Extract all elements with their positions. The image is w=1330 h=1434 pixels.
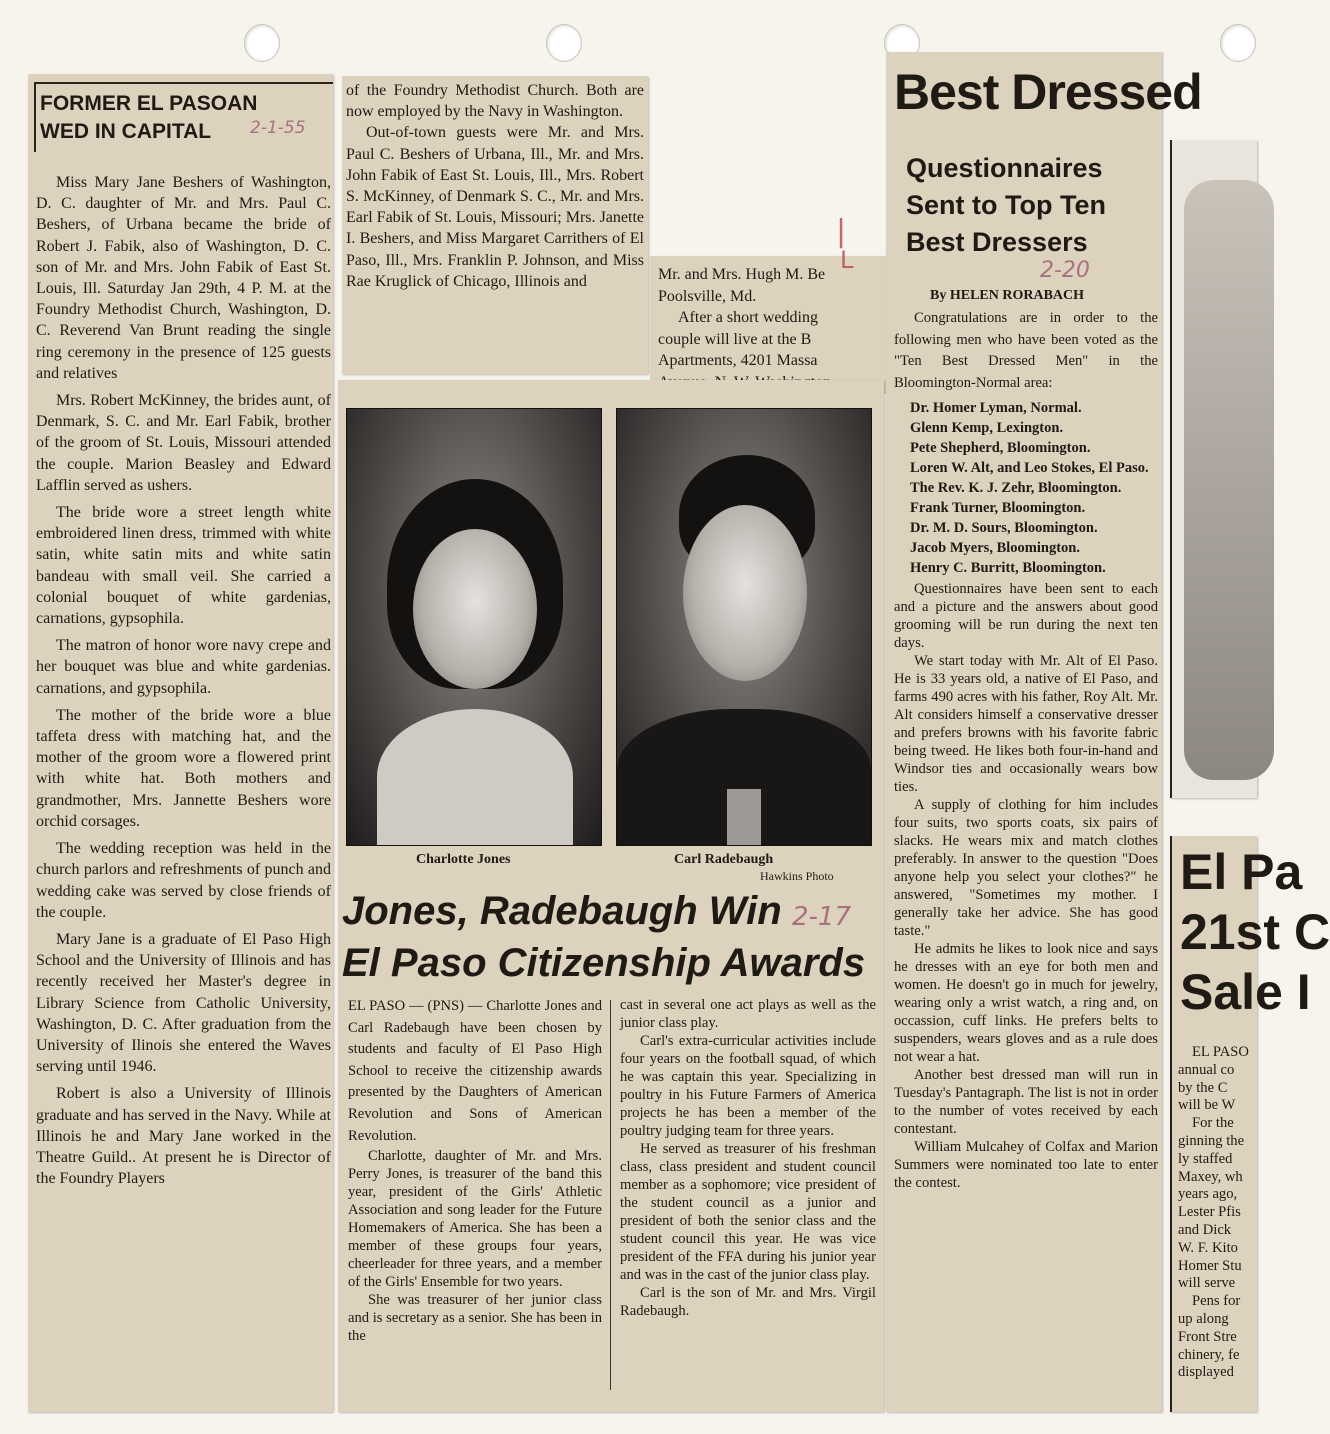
text-line: will be W: [1178, 1097, 1236, 1114]
text-line: years ago,: [1178, 1186, 1238, 1203]
paragraph: Out-of-town guests were Mr. and Mrs. Paul C. Beshers of Urbana, Ill., Mr. and Mrs. John Fabik of East St. Louis, Ill., Mrs. Robert S. McKinney, of Denmark S. C., Mr. and Mrs. Earl Fabik of St. Louis, Missouri; Mrs. Janette I. Beshers, and Miss Margaret Carrithers of El Paso, Ill., Mrs. Franklin P. Johnson, and Miss Rae Kruglick of Chicago, Illinois and: [346, 124, 644, 290]
best-dressed-subhead-3: Best Dressers: [906, 227, 1088, 257]
text-line: Poolsville, Md.: [658, 287, 757, 305]
right-edge-photo: [1170, 140, 1257, 798]
edge-headline: Sale I: [1180, 964, 1311, 1020]
paragraph: William Mulcahey of Colfax and Marion Summers were nominated too late to enter the contest.: [894, 1139, 1158, 1192]
paragraph: Charlotte, daughter of Mr. and Mrs. Perry Jones, is treasurer of the band this year, president of the Girls' Athletic Association and song leader for the Future Homemakers of America. She has been a member of these groups four years, cheerleader for three years, and a member of the Girls' Ensemble for two years.: [348, 1148, 602, 1291]
paragraph: cast in several one act plays as well as the junior class play.: [620, 997, 876, 1031]
edge-fragments: [1178, 1044, 1249, 1382]
handwritten-date-awards: 2-17: [792, 902, 852, 932]
awards-clipping: [338, 380, 884, 1412]
text-line: chinery, fe: [1178, 1346, 1240, 1363]
caption-charlotte: Charlotte Jones: [416, 852, 511, 867]
right-edge-article: [1170, 836, 1330, 1412]
paragraph: She was treasurer of her junior class and is secretary as a senior. She has been in the: [348, 1292, 602, 1345]
list-item: Henry C. Burritt, Bloomington.: [910, 560, 1106, 577]
list-item: Frank Turner, Bloomington.: [910, 500, 1086, 517]
text-line: Maxey, wh: [1178, 1168, 1243, 1185]
caption-carl: Carl Radebaugh: [674, 852, 774, 867]
paragraph: Mary Jane is a graduate of El Paso High School and the University of Illinois and has recently received her Master's degree in Library Science from Catholic University, Washington, D. C. After graduation from the University of Ilinois she entered the Waves serving until 1946.: [36, 930, 331, 1076]
text-line: annual co: [1178, 1061, 1235, 1078]
text-line: by the C: [1178, 1079, 1228, 1096]
text-line: displayed: [1178, 1364, 1234, 1381]
list-item: The Rev. K. J. Zehr, Bloomington.: [910, 480, 1122, 497]
handwritten-date-best-dressed: 2-20: [1040, 258, 1090, 283]
list-item: Glenn Kemp, Lexington.: [910, 420, 1064, 437]
paragraph: The mother of the bride wore a blue taffeta dress with matching hat, and the mother of the groom wore a flowered print with white hat. Both mothers and grandmother, Mrs. Jannette Beshers wore orchid corsages.: [36, 706, 331, 830]
text-line: Front Stre: [1178, 1328, 1237, 1345]
paragraph: He served as treasurer of his freshman class, class president and student council member as a sophomore; vice president of the student council as a junior and president of both the senior class and the student council this year. He was vice president of the FFA during his junior year and was in the cast of the junior class play.: [620, 1141, 876, 1283]
text-line: Homer Stu: [1178, 1257, 1242, 1274]
edge-headline: El Pa: [1180, 844, 1303, 900]
text-line: and Dick: [1178, 1221, 1232, 1238]
list-item: Jacob Myers, Bloomington.: [910, 540, 1080, 557]
red-pencil-mark: |: [836, 214, 847, 249]
paragraph: of the Foundry Methodist Church. Both are now employed by the Navy in Washington.: [346, 82, 644, 121]
paragraph: The matron of honor wore navy crepe and her bouquet was blue and white gardenias. carnations, and gypsophila.: [36, 637, 331, 697]
paragraph: He admits he likes to look nice and says he dresses with an eye for both men and women. He doesn't go in much for jewelry, wearing only a wrist watch, a ring and, on occassion, cuff links. He prefers belts to suspenders, wears gloves and as a rule does not wear a hat.: [894, 941, 1158, 1066]
photo-carl-radebaugh: [616, 408, 872, 846]
binder-hole-1: [244, 24, 280, 62]
list-item: Loren W. Alt, and Leo Stokes, El Paso.: [910, 460, 1149, 477]
paragraph: Robert is also a University of Illinois graduate and has served in the Navy. While at Illinois he and Mary Jane worked in the Theatre Guild.. At present he is Director of the Foundry Players: [36, 1085, 331, 1188]
wedding-body: [28, 162, 333, 1189]
wedding-headline-1: FORMER EL PASOAN: [40, 92, 258, 115]
wedding-clipping: [28, 74, 333, 1412]
text-line: EL PASO: [1192, 1044, 1249, 1060]
binder-hole-2: [546, 24, 582, 62]
text-line: couple will live at the B: [658, 330, 812, 348]
byline: By HELEN RORABACH: [930, 288, 1085, 303]
paragraph: Miss Mary Jane Beshers of Washington, D. C. daughter of Mr. and Mrs. Paul C. Beshers, of Urbana became the bride of Robert J. Fabik, also of Washington, D. C. son of Mr. and Mrs. John Fabik of East St. Louis, Ill. Saturday Jan 29th, 4 P. M. at the Foundry Methodist Church, Washington, D. C. Reverend Van Brunt reading the single ring ceremony in the presence of 125 guests and relatives: [36, 174, 331, 382]
list-item: Pete Shepherd, Bloomington.: [910, 440, 1091, 457]
awards-col-2: [620, 996, 876, 1320]
awards-col-1: [348, 996, 602, 1345]
handwritten-date-wedding: 2-1-55: [250, 118, 306, 138]
text-line: up along: [1178, 1310, 1229, 1327]
best-dressed-subhead-2: Sent to Top Ten: [906, 190, 1106, 220]
photo-credit: Hawkins Photo: [760, 869, 834, 883]
text-line: Pens for: [1192, 1293, 1241, 1310]
paragraph: Carl's extra-curricular activities include four years on the football squad, of which he was captain this year. Specializing in poultry in his Future Farmers of America projects he has been a member of the poultry judging team for three years.: [620, 1033, 876, 1139]
edge-headline: 21st C: [1180, 904, 1330, 960]
paragraph: Mrs. Robert McKinney, the brides aunt, of Denmark, S. C. and Mr. Earl Fabik, brother of the groom of St. Louis, Missouri attended the couple. Marion Beasley and Edward Lafflin served as ushers.: [36, 392, 331, 494]
paragraph: Congratulations are in order to the following men who have been voted as the "Ten Best Dressed Men" in the Bloomington-Normal area:: [894, 310, 1158, 391]
paragraph: A supply of clothing for him includes four suits, two sports coats, six pairs of slacks. He wears mix and match clothes preferably. In answer to the question "Does anyone help you select your clothes?" he answered, "Sometimes my mother. I generally take her advice. She has good taste.": [894, 797, 1158, 940]
text-line: W. F. Kito: [1178, 1239, 1238, 1256]
paragraph: The bride wore a street length white embroidered linen dress, trimmed with white satin, white satin mits and white satin bandeau with small veil. She carried a colonial bouquet of white gardenias, carnations, gypsophila.: [36, 504, 331, 628]
text-line: will serve: [1178, 1275, 1236, 1292]
text-line: Mr. and Mrs. Hugh M. Be: [658, 266, 826, 283]
text-line: Apartments, 4201 Massa: [658, 352, 818, 369]
binder-hole-4: [1220, 24, 1256, 62]
photo-charlotte-jones: [346, 408, 602, 846]
awards-headline-1: Jones, Radebaugh Win: [342, 889, 782, 933]
best-dressed-clipping: [886, 52, 1202, 1412]
text-line: For the: [1192, 1115, 1234, 1132]
red-pencil-mark-2: L: [840, 246, 854, 274]
paragraph: We start today with Mr. Alt of El Paso. He is 33 years old, a native of El Paso, and farms 490 acres with his father, Roy Alt. Mr. Alt considers himself a conservative dresser and prefers browns with his favorite fabric being tweed. He likes both four-in-hand and Windsor ties and occasionally wears bow ties.: [894, 653, 1158, 796]
wedding-headline-2: WED IN CAPITAL: [40, 120, 212, 143]
text-line: Lester Pfis: [1178, 1204, 1241, 1221]
awards-headline-2: El Paso Citizenship Awards: [342, 941, 866, 985]
best-dressed-names: [894, 398, 1158, 578]
list-item: Dr. M. D. Sours, Bloomington.: [910, 520, 1098, 537]
wedding-continued-clipping: [342, 76, 648, 374]
paragraph: The wedding reception was held in the church parlors and refreshments of punch and wedding cake was served by close friends of the couple.: [36, 840, 331, 921]
text-line: ginning the: [1178, 1132, 1245, 1149]
best-dressed-banner: Best Dressed: [894, 64, 1202, 120]
text-line: ly staffed: [1178, 1150, 1233, 1167]
list-item: Dr. Homer Lyman, Normal.: [910, 400, 1082, 417]
paragraph: Questionnaires have been sent to each and a picture and the answers about good grooming will be run during the next ten days.: [894, 581, 1158, 652]
paragraph: Another best dressed man will run in Tuesday's Pantagraph. The list is not in order to the number of votes received by each contestant.: [894, 1067, 1158, 1138]
best-dressed-subhead-1: Questionnaires: [906, 153, 1103, 183]
paragraph: Carl is the son of Mr. and Mrs. Virgil Radebaugh.: [620, 1285, 876, 1319]
paragraph: EL PASO — (PNS) — Charlotte Jones and Carl Radebaugh have been chosen by students and faculty of El Paso High School to receive the citizenship awards presented by the Daughters of American Revolution and Sons of American Revolution.: [348, 998, 602, 1144]
small-clipping: [650, 256, 888, 392]
text-line: After a short wedding: [678, 309, 818, 326]
